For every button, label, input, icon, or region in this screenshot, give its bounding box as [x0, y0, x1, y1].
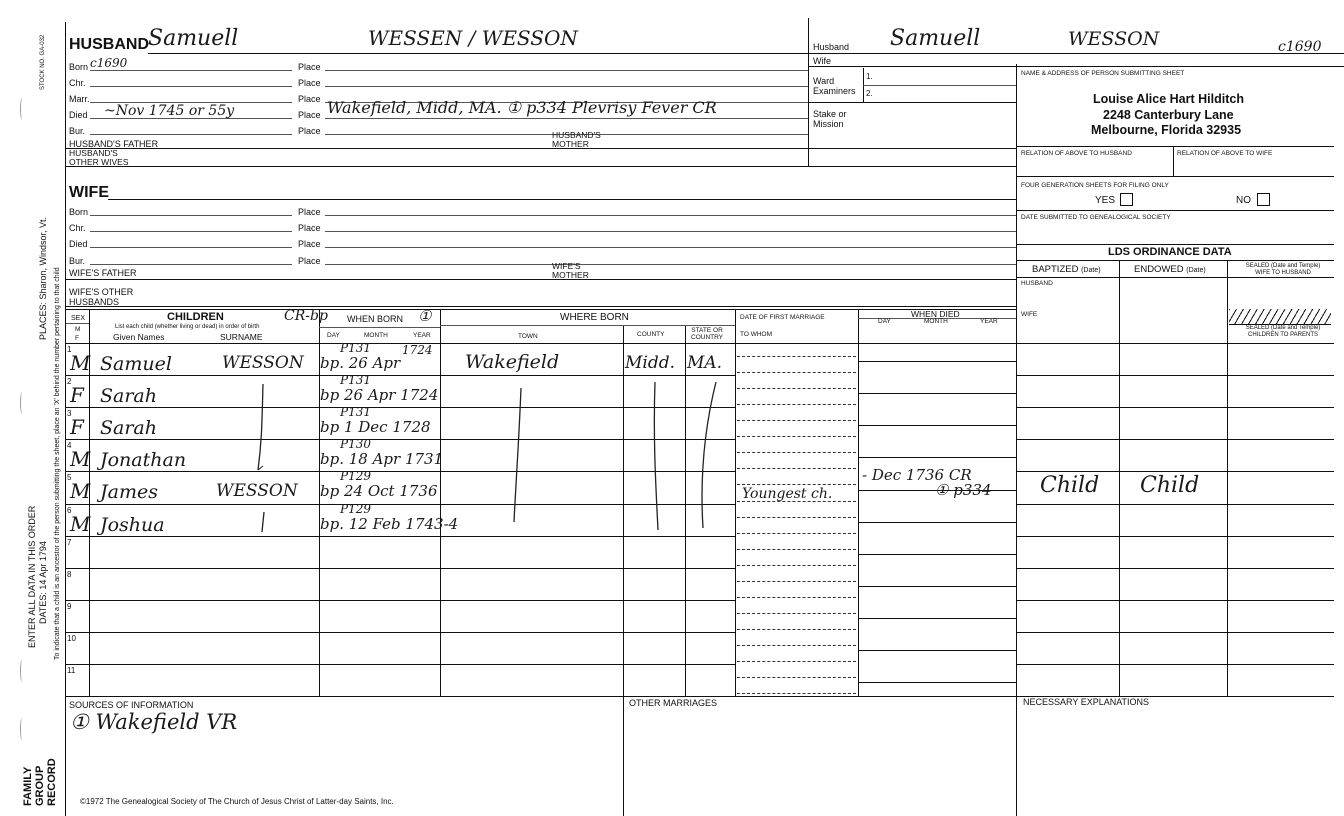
- day-label: DAY: [327, 332, 340, 339]
- right-husband-given: Samuell: [890, 26, 981, 51]
- submitter-city: Melbourne, Florida 32935: [1091, 123, 1242, 137]
- place-label: Place: [298, 94, 321, 104]
- child-page-ref: P131: [340, 373, 371, 387]
- died-month-label: MONTH: [924, 318, 948, 325]
- died-label: Died: [69, 110, 88, 120]
- children-note: List each child (whether living or dead) in order of birth: [115, 324, 260, 330]
- child-sex: M: [70, 447, 91, 471]
- submitter-label: NAME & ADDRESS OF PERSON SUBMITTING SHEET: [1021, 70, 1185, 77]
- child-row-number: 4: [67, 441, 72, 450]
- town-label: TOWN: [518, 333, 538, 340]
- child-row-number: 3: [67, 409, 72, 418]
- child-row-number: 10: [67, 634, 76, 643]
- place-label: Place: [298, 256, 321, 266]
- child-town: Wakefield: [465, 351, 560, 373]
- endowed-label: ENDOWED (Date): [1134, 264, 1206, 275]
- wife-born-label: Born: [69, 207, 89, 217]
- other-marriages-divider: [623, 696, 624, 816]
- month-label: MONTH: [364, 332, 388, 339]
- sealed-wife-label: SEALED (Date and Temple) WIFE TO HUSBAND: [1245, 263, 1321, 276]
- husband-surname: WESSEN / WESSON: [368, 26, 578, 50]
- died-day-label: DAY: [878, 318, 891, 325]
- place-label: Place: [298, 126, 321, 136]
- child-died-source: ① p334: [935, 481, 992, 499]
- child-page-ref: P129: [340, 502, 371, 516]
- children-header-cr: CR-bp: [284, 308, 328, 324]
- other-marriages-label: OTHER MARRIAGES: [629, 698, 718, 708]
- copyright: ©1972 The Genealogical Society of The Church of Jesus Christ of Latter-day Saints, Inc.: [80, 797, 394, 806]
- husband-died-place: Wakefield, Midd, MA. ① p334 Plevrisy Fever CR: [327, 98, 717, 117]
- ancestor-instruction: To indicate that a child is an ancestor of the person submitting the sheet, place an 'X' behind the number pertaining to that child: [54, 267, 61, 660]
- child-surname: WESSON: [222, 353, 304, 373]
- child-page-ref: P131: [340, 341, 371, 355]
- lds-wife-row-label: WIFE: [1021, 311, 1038, 318]
- child-given-name: Sarah: [100, 417, 157, 439]
- to-whom-label: TO WHOM: [740, 331, 773, 338]
- family-group-record-title: FAMILY GROUP RECORD: [22, 758, 58, 806]
- examiner-2: 2.: [866, 89, 873, 98]
- child-given-name: Sarah: [100, 385, 157, 407]
- child-row-number: 1: [67, 345, 72, 354]
- lds-ordinance-title: LDS ORDINANCE DATA: [1108, 246, 1232, 258]
- state-label: STATE OR COUNTRY: [691, 327, 724, 341]
- year-label: YEAR: [413, 332, 431, 339]
- child-row-number: 6: [67, 506, 72, 515]
- right-husband-surname: WESSON: [1068, 28, 1160, 50]
- baptized-label: BAPTIZED (Date): [1032, 264, 1101, 275]
- child-given-name: Samuel: [100, 353, 172, 375]
- child-given-name: Joshua: [100, 514, 165, 536]
- child-born-date: bp 24 Oct 1736: [320, 482, 438, 500]
- child-county: Midd.: [625, 353, 676, 373]
- husband-given-name: Samuell: [148, 26, 239, 51]
- bur-label: Bur.: [69, 126, 86, 136]
- four-gen-label: FOUR GENERATION SHEETS FOR FILING ONLY: [1021, 182, 1169, 189]
- place-label: Place: [298, 78, 321, 88]
- husbands-father-label: HUSBAND'S FATHER: [69, 139, 159, 149]
- wife-bur-label: Bur.: [69, 256, 86, 266]
- wife-heading: WIFE: [69, 184, 109, 201]
- sources-label: SOURCES OF INFORMATION: [69, 700, 194, 710]
- right-husband-birth: c1690: [1278, 39, 1322, 55]
- child-row-number: 5: [67, 473, 72, 482]
- wifes-father-label: WIFE'S FATHER: [69, 268, 137, 278]
- child-died: - Dec 1736 CR: [862, 466, 972, 484]
- child-given-name: James: [100, 481, 158, 503]
- husband-born-date: c1690: [90, 56, 128, 70]
- no-label: NO: [1236, 195, 1251, 206]
- examiners-label: Examiners: [813, 86, 856, 96]
- sources-entry: ① Wakefield VR: [70, 710, 238, 734]
- yes-label: YES: [1095, 195, 1116, 206]
- child-page-ref: P130: [340, 437, 371, 451]
- child-surname: WESSON: [216, 481, 298, 501]
- child-born-date: bp 26 Apr 1724: [320, 386, 439, 404]
- sex-label: SEX: [71, 315, 86, 322]
- right-husband-label: Husband: [813, 42, 850, 52]
- first-marriage-label: DATE OF FIRST MARRIAGE: [740, 314, 825, 321]
- submitter-name: Louise Alice Hart Hilditch: [1093, 92, 1244, 106]
- born-label: Born: [69, 62, 89, 72]
- right-wife-label: Wife: [813, 56, 831, 66]
- surname-label: SURNAME: [220, 332, 263, 342]
- stock-number: STOCK NO. GA-032: [40, 34, 46, 90]
- wife-died-label: Died: [69, 239, 88, 249]
- husband-died-date: ~Nov 1745 or 55y: [104, 103, 235, 119]
- when-born-source: ①: [418, 307, 432, 325]
- child-row-number: 11: [67, 666, 76, 675]
- sealed-children-label: SEALED (Date and Temple) CHILDREN TO PARENTS: [1245, 325, 1321, 338]
- place-label: Place: [298, 239, 321, 249]
- relation-wife-label: RELATION OF ABOVE TO WIFE: [1177, 150, 1273, 157]
- stake-mission-label: Stake or Mission: [813, 109, 847, 129]
- wifes-mother-label: WIFE'S MOTHER: [552, 261, 589, 280]
- place-label: Place: [298, 62, 321, 72]
- necessary-explanations-label: NECESSARY EXPLANATIONS: [1023, 697, 1150, 707]
- examiner-1: 1.: [866, 72, 873, 81]
- husband-heading: HUSBAND: [69, 36, 149, 53]
- child-row-number: 2: [67, 377, 72, 386]
- when-born-label: WHEN BORN: [347, 314, 403, 324]
- enter-all-note: ENTER ALL DATA IN THIS ORDER: [27, 505, 37, 648]
- marr-label: Marr.: [69, 94, 90, 104]
- wife-chr-label: Chr.: [69, 223, 86, 233]
- child-state: MA.: [687, 353, 723, 373]
- child-row-number: 8: [67, 570, 72, 579]
- child-born-date: bp 1 Dec 1728: [320, 418, 431, 436]
- mf-label: M F: [75, 326, 81, 342]
- child-born-date: bp. 18 Apr 1731: [320, 450, 444, 468]
- child-baptized: Child: [1040, 473, 1100, 498]
- child-sex: M: [70, 479, 91, 503]
- child-sex: F: [70, 383, 84, 407]
- child-given-name: Jonathan: [100, 449, 187, 471]
- died-year-label: YEAR: [980, 318, 998, 325]
- relation-husband-label: RELATION OF ABOVE TO HUSBAND: [1021, 150, 1132, 157]
- ward-label: Ward: [813, 76, 835, 86]
- place-label: Place: [298, 110, 321, 120]
- child-sex: M: [70, 512, 91, 536]
- child-page-ref: P131: [340, 405, 371, 419]
- child-sex: F: [70, 415, 84, 439]
- child-born-date: bp. 26 Apr: [320, 354, 401, 372]
- date-submitted-label: DATE SUBMITTED TO GENEALOGICAL SOCIETY: [1021, 214, 1171, 221]
- places-note: PLACES: Sharon, Windsor, Vt.: [38, 216, 48, 340]
- child-born-date: bp. 12 Feb 1743-4: [320, 515, 459, 533]
- child-marriage: Youngest ch.: [742, 486, 833, 502]
- place-label: Place: [298, 223, 321, 233]
- husbands-mother-label: HUSBAND'S MOTHER: [552, 130, 601, 149]
- child-page-ref: P129: [340, 469, 371, 483]
- submitter-street: 2248 Canterbury Lane: [1103, 108, 1234, 122]
- dates-note: DATES: 14 Apr 1794: [38, 541, 48, 624]
- child-born-year: 1724: [402, 343, 433, 357]
- where-born-label: WHERE BORN: [560, 312, 629, 323]
- child-row-number: 9: [67, 602, 72, 611]
- county-label: COUNTY: [637, 331, 665, 338]
- when-died-label: WHEN DIED: [911, 309, 960, 319]
- lds-husband-row-label: HUSBAND: [1021, 280, 1053, 287]
- child-endowed: Child: [1140, 473, 1200, 498]
- husbands-other-wives-label: HUSBAND'S OTHER WIVES: [69, 148, 129, 167]
- chr-label: Chr.: [69, 78, 86, 88]
- children-title: CHILDREN: [167, 311, 224, 323]
- wifes-other-husbands-label: WIFE'S OTHER HUSBANDS: [69, 287, 134, 307]
- child-row-number: 7: [67, 538, 72, 547]
- given-names-label: Given Names: [113, 332, 165, 342]
- child-sex: M: [70, 351, 91, 375]
- place-label: Place: [298, 207, 321, 217]
